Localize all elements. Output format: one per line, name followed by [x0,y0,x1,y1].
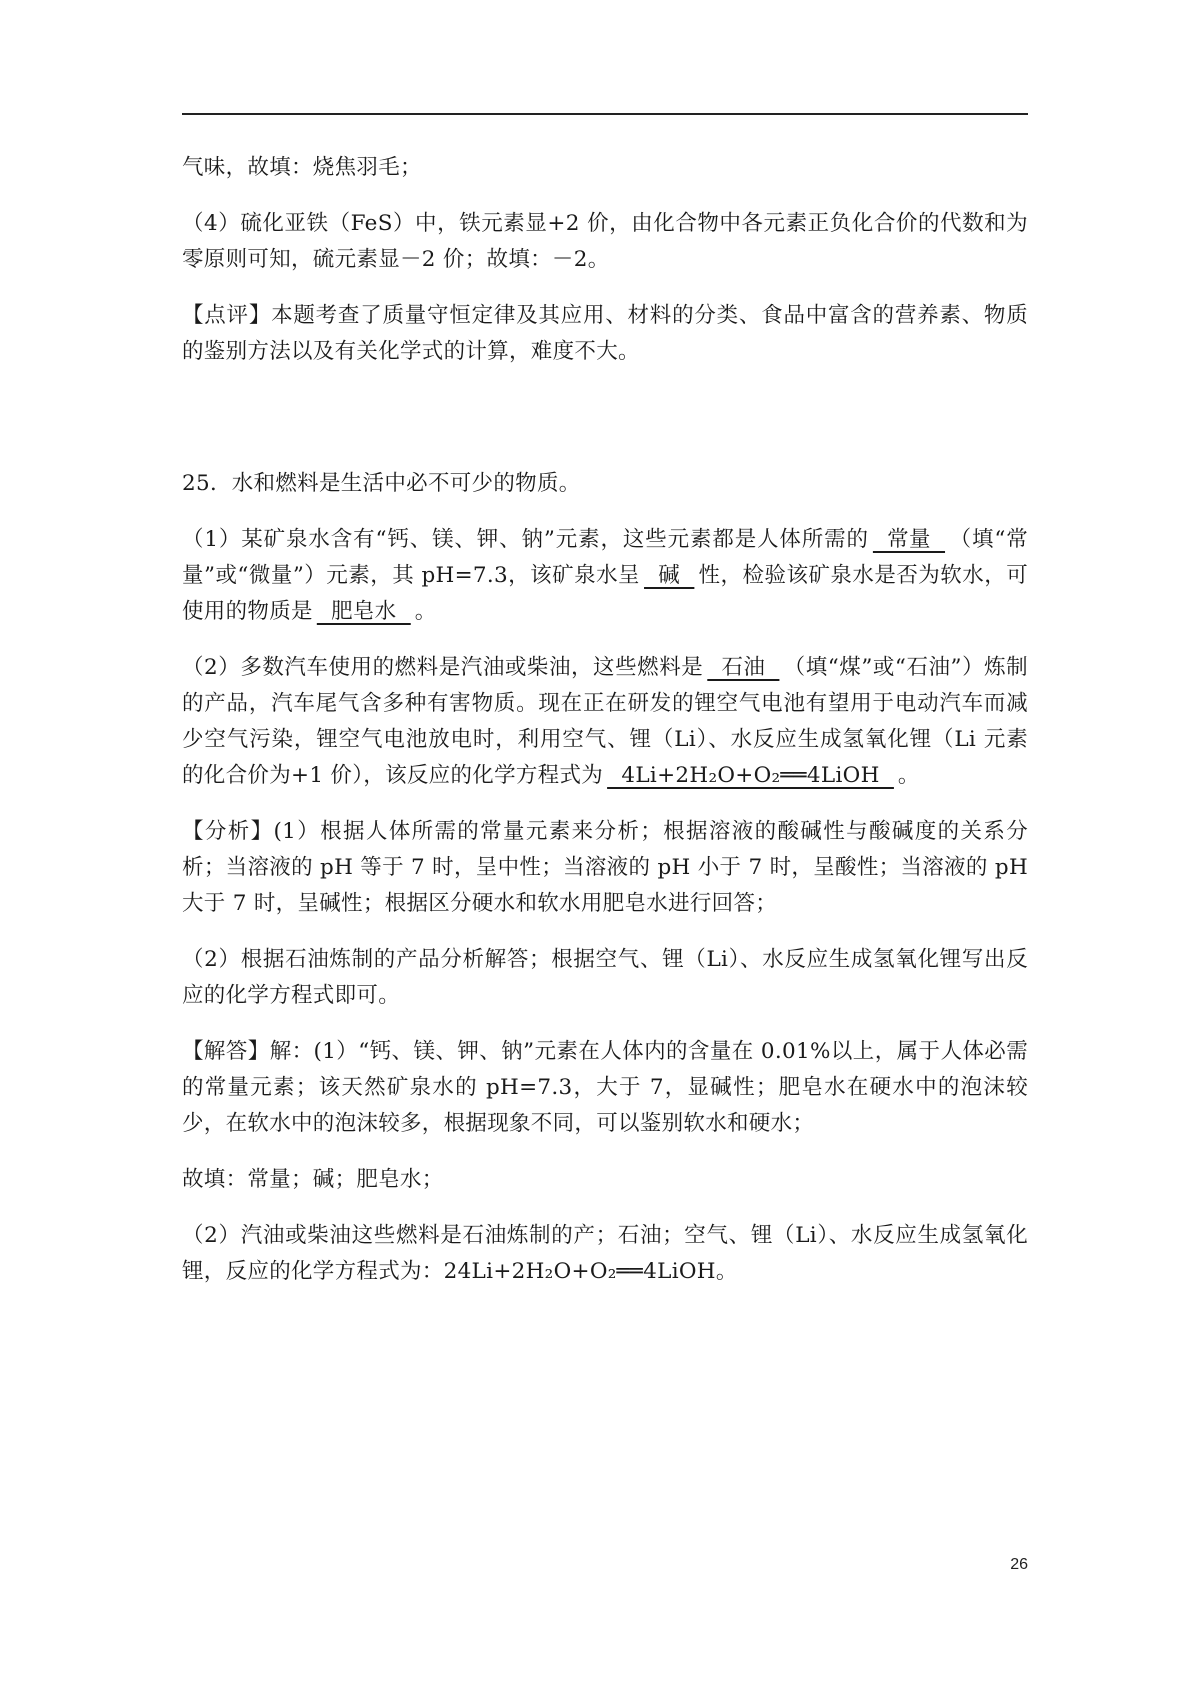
analysis-paragraph-1 [182,814,1028,922]
paragraph-text: （4）硫化亚铁（FeS）中，铁元素显+2 价，由化合物中各元素正负化合价的代数和为零原则可知，硫元素显－2 价；故填：－2。 [182,211,1028,272]
comment-tag: 【点评】 [182,303,272,328]
paragraph-text: 气味，故填：烧焦羽毛； [182,155,422,180]
answer-blank-shiyou: 石油 [707,655,780,680]
answer-blank-changliang: 常量 [872,527,946,552]
analysis-text: （2）根据石油炼制的产品分析解答；根据空气、锂（Li）、水反应生成氢氧化锂写出反应的化学方程式即可。 [182,947,1028,1008]
question-text: （填“常量”或“微量”）元素，其 pH=7.3，该矿泉水呈 [182,527,1028,588]
comment-text: 本题考查了质量守恒定律及其应用、材料的分类、食品中富含的营养素、物质的鉴别方法以及有关化学式的计算，难度不大。 [182,303,1028,364]
answer-text: 故填：常量；碱；肥皂水； [182,1167,444,1192]
paragraph-fes [182,206,1028,278]
question-25-part-2 [182,650,1028,794]
page-number: 26 [1010,1556,1028,1573]
answer-blank-equation: 4Li+2H₂O+O₂══4LiOH [607,763,894,788]
question-text: （填“煤”或“石油”）炼制的产品，汽车尾气含多种有害物质。现在正在研发的锂空气电池有望用于电动汽车而减少空气污染，锂空气电池放电时，利用空气、锂（Li）、水反应生成氢氧化锂（Li 元素的化合价为+1 价），该反应的化学方程式为 [182,655,1028,788]
answer-text: 解：(1）“钙、镁、钾、钠”元素在人体内的含量在 0.01%以上，属于人体必需的常量元素；该天然矿泉水的 pH=7.3，大于 7，显碱性；肥皂水在硬水中的泡沫较少，在软水中的泡沫较多，根据现象不同，可以鉴别软水和硬水； [182,1039,1029,1136]
answer-paragraph-2 [182,1162,1028,1198]
answer-blank-feizaoshui: 肥皂水 [316,599,411,624]
analysis-text: (1）根据人体所需的常量元素来分析；根据溶液的酸碱性与酸碱度的关系分析；当溶液的 pH 等于 7 时，呈中性；当溶液的 pH 小于 7 时，呈酸性；当溶液的 pH 大于 7 时，呈碱性；根据区分硬水和软水用肥皂水进行回答； [182,819,1028,916]
page-content [182,150,1028,1310]
header-rule [182,113,1028,115]
answer-tag: 【解答】 [182,1039,270,1064]
question-25-part-1 [182,522,1028,630]
answer-paragraph-3 [182,1218,1028,1290]
question-25-title [182,466,1028,502]
analysis-paragraph-2 [182,942,1028,1014]
question-text: 25．水和燃料是生活中必不可少的物质。 [182,471,581,496]
question-text: 性，检验该矿泉水是否为软水，可使用的物质是 [182,563,1028,624]
question-text: （2）多数汽车使用的燃料是汽油或柴油，这些燃料是 [182,655,704,680]
comment-paragraph [182,298,1028,370]
answer-paragraph-1 [182,1034,1028,1142]
question-text: 。 [897,763,920,788]
analysis-tag: 【分析】 [182,819,274,844]
question-text: （1）某矿泉水含有“钙、镁、钾、钠”元素，这些元素都是人体所需的 [182,527,869,552]
answer-text: （2）汽油或柴油这些燃料是石油炼制的产；石油；空气、锂（Li）、水反应生成氢氧化锂，反应的化学方程式为：24Li+2H₂O+O₂══4LiOH。 [182,1223,1028,1284]
question-text: 。 [414,599,437,624]
answer-blank-jian: 碱 [644,563,695,588]
paragraph-smell [182,150,1028,186]
